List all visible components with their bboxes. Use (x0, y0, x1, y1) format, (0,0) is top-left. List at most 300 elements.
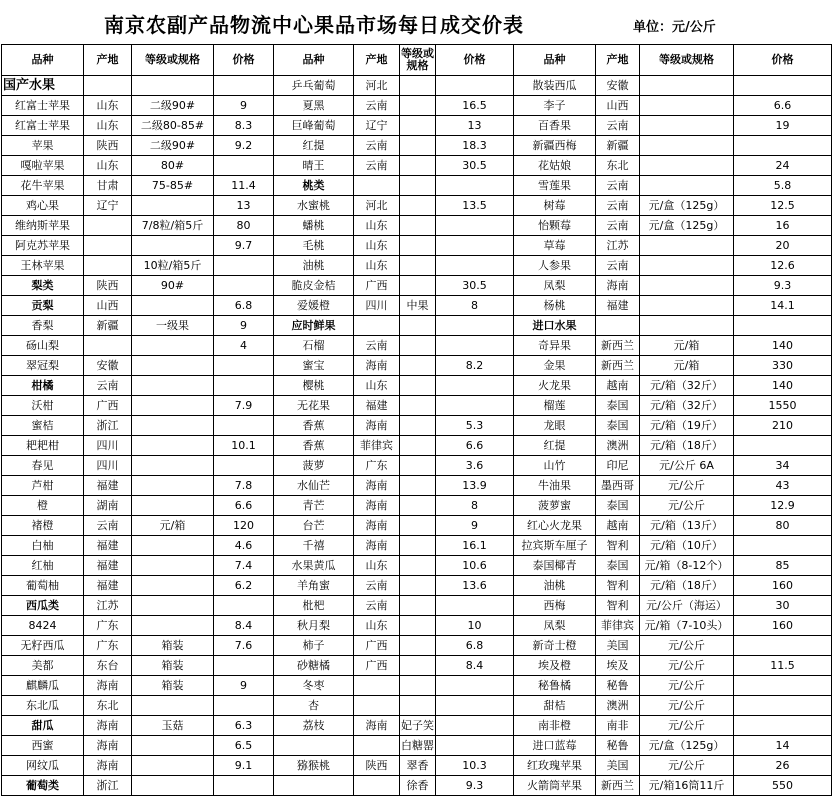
cell-grade: 中果 (400, 296, 436, 316)
cell-price: 6.6 (436, 436, 514, 456)
cell-price (214, 256, 274, 276)
cell-origin (84, 76, 132, 96)
cell-origin: 智利 (596, 536, 640, 556)
cell-variety: 巨峰葡萄 (274, 116, 354, 136)
cell-variety: 葡萄类 (2, 776, 84, 796)
cell-variety: 油桃 (274, 256, 354, 276)
cell-variety: 柑橘 (2, 376, 84, 396)
cell-origin: 陕西 (84, 276, 132, 296)
cell-price (214, 416, 274, 436)
cell-price (436, 736, 514, 756)
cell-grade (640, 276, 734, 296)
cell-origin: 广西 (354, 276, 400, 296)
cell-variety: 贡梨 (2, 296, 84, 316)
cell-price: 12.6 (734, 256, 832, 276)
cell-price: 9.7 (214, 236, 274, 256)
cell-price: 14 (734, 736, 832, 756)
cell-grade: 玉菇 (132, 716, 214, 736)
cell-variety: 脆皮金桔 (274, 276, 354, 296)
cell-variety: 红提 (274, 136, 354, 156)
cell-grade (400, 256, 436, 276)
cell-grade: 二级80-85# (132, 116, 214, 136)
cell-price: 13 (436, 116, 514, 136)
cell-variety: 水仙芒 (274, 476, 354, 496)
cell-price: 7.4 (214, 556, 274, 576)
cell-price: 9.2 (214, 136, 274, 156)
cell-grade (132, 576, 214, 596)
cell-grade (640, 136, 734, 156)
cell-price (734, 136, 832, 156)
cell-origin: 广东 (84, 616, 132, 636)
table-row (2, 376, 832, 396)
cell-price: 8 (436, 496, 514, 516)
cell-origin: 甘肃 (84, 176, 132, 196)
cell-origin: 印尼 (596, 456, 640, 476)
cell-origin: 秘鲁 (596, 676, 640, 696)
cell-grade (400, 436, 436, 456)
cell-price: 6.5 (214, 736, 274, 756)
cell-variety: 香梨 (2, 316, 84, 336)
cell-origin: 泰国 (596, 496, 640, 516)
column-header-price: 价格 (734, 45, 832, 76)
cell-grade: 7/8粒/箱5斤 (132, 216, 214, 236)
cell-origin: 智利 (596, 576, 640, 596)
cell-variety: 砂糖橘 (274, 656, 354, 676)
column-header-variety: 品种 (514, 45, 596, 76)
cell-variety: 怡颗莓 (514, 216, 596, 236)
cell-origin: 山东 (354, 616, 400, 636)
cell-origin: 泰国 (596, 416, 640, 436)
cell-price (214, 776, 274, 796)
cell-price: 19 (734, 116, 832, 136)
cell-variety: 阿克苏苹果 (2, 236, 84, 256)
cell-variety: 蟠桃 (274, 216, 354, 236)
cell-price: 160 (734, 616, 832, 636)
cell-price: 13.5 (436, 196, 514, 216)
cell-variety: 西蜜 (2, 736, 84, 756)
cell-origin (354, 176, 400, 196)
table-row (2, 556, 832, 576)
cell-variety: 火箭筒苹果 (514, 776, 596, 796)
cell-price: 30.5 (436, 276, 514, 296)
cell-price: 26 (734, 756, 832, 776)
cell-origin: 浙江 (84, 776, 132, 796)
cell-origin: 智利 (596, 596, 640, 616)
cell-variety: 甜桔 (514, 696, 596, 716)
cell-grade: 元/箱（32斤） (640, 376, 734, 396)
cell-price: 7.6 (214, 636, 274, 656)
cell-price: 160 (734, 576, 832, 596)
cell-origin: 云南 (596, 256, 640, 276)
cell-grade (400, 456, 436, 476)
cell-variety: 金果 (514, 356, 596, 376)
cell-variety: 火龙果 (514, 376, 596, 396)
cell-variety: 梨类 (2, 276, 84, 296)
cell-origin: 江苏 (84, 596, 132, 616)
cell-grade: 75-85# (132, 176, 214, 196)
cell-variety: 猕猴桃 (274, 756, 354, 776)
cell-grade (400, 416, 436, 436)
cell-origin: 山东 (354, 376, 400, 396)
table-row (2, 396, 832, 416)
cell-variety: 红玫瑰苹果 (514, 756, 596, 776)
cell-origin: 海南 (354, 476, 400, 496)
cell-grade: 元/箱（13斤） (640, 516, 734, 536)
cell-variety: 苹果 (2, 136, 84, 156)
table-row (2, 96, 832, 116)
cell-variety: 爱媛橙 (274, 296, 354, 316)
cell-price: 11.4 (214, 176, 274, 196)
cell-variety: 散装西瓜 (514, 76, 596, 96)
cell-grade (400, 136, 436, 156)
cell-origin: 东台 (84, 656, 132, 676)
cell-price: 140 (734, 336, 832, 356)
cell-origin: 埃及 (596, 656, 640, 676)
cell-origin: 新疆 (84, 316, 132, 336)
cell-price (214, 456, 274, 476)
cell-price: 9.3 (734, 276, 832, 296)
cell-grade: 元/箱16筒11斤 (640, 776, 734, 796)
cell-origin (354, 776, 400, 796)
cell-grade: 元/公斤 (640, 636, 734, 656)
cell-origin: 山东 (84, 156, 132, 176)
cell-origin: 四川 (84, 456, 132, 476)
cell-grade: 二级90# (132, 96, 214, 116)
price-table (1, 44, 832, 796)
cell-grade: 翠香 (400, 756, 436, 776)
table-row (2, 736, 832, 756)
cell-grade (640, 256, 734, 276)
table-row (2, 536, 832, 556)
cell-grade: 箱装 (132, 656, 214, 676)
cell-grade (132, 736, 214, 756)
table-header-row (2, 45, 832, 76)
cell-origin: 海南 (84, 676, 132, 696)
cell-variety: 网纹瓜 (2, 756, 84, 776)
cell-grade: 90# (132, 276, 214, 296)
cell-variety: 台芒 (274, 516, 354, 536)
cell-origin: 云南 (354, 576, 400, 596)
cell-price: 6.6 (214, 496, 274, 516)
cell-origin: 福建 (84, 576, 132, 596)
cell-variety: 埃及橙 (514, 656, 596, 676)
cell-grade: 80# (132, 156, 214, 176)
cell-grade (400, 376, 436, 396)
cell-grade: 箱装 (132, 636, 214, 656)
table-row (2, 436, 832, 456)
cell-origin: 山东 (354, 236, 400, 256)
cell-origin (596, 316, 640, 336)
cell-grade: 10粒/箱5斤 (132, 256, 214, 276)
table-row (2, 596, 832, 616)
cell-variety: 白柚 (2, 536, 84, 556)
cell-origin: 海南 (84, 756, 132, 776)
cell-origin: 广西 (354, 636, 400, 656)
cell-variety: 芦柑 (2, 476, 84, 496)
column-header-origin: 产地 (596, 45, 640, 76)
cell-price: 34 (734, 456, 832, 476)
cell-price: 9 (436, 516, 514, 536)
column-header-grade: 等级或规格 (640, 45, 734, 76)
cell-price: 6.8 (436, 636, 514, 656)
cell-price (734, 436, 832, 456)
cell-variety: 龙眼 (514, 416, 596, 436)
cell-grade: 元/公斤 (640, 756, 734, 776)
cell-origin: 云南 (596, 216, 640, 236)
cell-origin: 东北 (596, 156, 640, 176)
cell-price: 330 (734, 356, 832, 376)
table-row (2, 296, 832, 316)
cell-origin: 越南 (596, 376, 640, 396)
cell-variety: 红富士苹果 (2, 96, 84, 116)
cell-origin: 广东 (354, 456, 400, 476)
cell-price: 1550 (734, 396, 832, 416)
cell-grade (400, 116, 436, 136)
cell-variety: 褚橙 (2, 516, 84, 536)
column-header-variety: 品种 (274, 45, 354, 76)
cell-grade: 元/箱 (132, 516, 214, 536)
cell-grade: 元/公斤 (640, 676, 734, 696)
cell-origin: 云南 (596, 196, 640, 216)
cell-variety: 油桃 (514, 576, 596, 596)
cell-price: 6.8 (214, 296, 274, 316)
cell-grade (400, 656, 436, 676)
cell-price: 6.3 (214, 716, 274, 736)
cell-price: 8.2 (436, 356, 514, 376)
table-row (2, 116, 832, 136)
cell-price (734, 536, 832, 556)
cell-variety: 秘鲁橘 (514, 676, 596, 696)
cell-variety: 千禧 (274, 536, 354, 556)
cell-variety: 羊角蜜 (274, 576, 354, 596)
cell-grade: 元/盒（125g） (640, 216, 734, 236)
cell-variety: 甜瓜 (2, 716, 84, 736)
cell-variety: 新疆西梅 (514, 136, 596, 156)
cell-origin: 河北 (354, 196, 400, 216)
table-row (2, 756, 832, 776)
table-row (2, 176, 832, 196)
cell-price: 7.9 (214, 396, 274, 416)
cell-grade (640, 116, 734, 136)
cell-variety: 晴王 (274, 156, 354, 176)
cell-origin: 美国 (596, 756, 640, 776)
cell-grade (640, 316, 734, 336)
cell-grade (400, 676, 436, 696)
cell-price: 10 (436, 616, 514, 636)
cell-origin: 陕西 (354, 756, 400, 776)
cell-variety: 红心火龙果 (514, 516, 596, 536)
table-row (2, 76, 832, 96)
cell-price: 20 (734, 236, 832, 256)
cell-origin: 云南 (596, 116, 640, 136)
cell-grade: 白糖罂 (400, 736, 436, 756)
cell-grade (400, 576, 436, 596)
cell-origin: 南非 (596, 716, 640, 736)
cell-price (436, 216, 514, 236)
cell-price: 5.3 (436, 416, 514, 436)
cell-origin: 海南 (354, 536, 400, 556)
cell-grade (132, 456, 214, 476)
cell-grade: 一级果 (132, 316, 214, 336)
cell-variety: 南非橙 (514, 716, 596, 736)
table-row (2, 196, 832, 216)
cell-price: 13 (214, 196, 274, 216)
cell-origin: 福建 (84, 536, 132, 556)
cell-origin: 云南 (354, 596, 400, 616)
cell-variety: 进口蓝莓 (514, 736, 596, 756)
cell-grade: 元/箱（19斤） (640, 416, 734, 436)
cell-grade (132, 236, 214, 256)
cell-variety: 牛油果 (514, 476, 596, 496)
cell-price (436, 396, 514, 416)
table-row (2, 576, 832, 596)
cell-grade (400, 556, 436, 576)
cell-variety: 泰国椰青 (514, 556, 596, 576)
cell-origin: 山西 (596, 96, 640, 116)
cell-price: 7.8 (214, 476, 274, 496)
cell-variety: 毛桃 (274, 236, 354, 256)
cell-price: 11.5 (734, 656, 832, 676)
table-row (2, 256, 832, 276)
cell-grade (400, 216, 436, 236)
column-header-price: 价格 (214, 45, 274, 76)
cell-price: 210 (734, 416, 832, 436)
cell-grade (132, 536, 214, 556)
cell-price: 9 (214, 96, 274, 116)
cell-variety: 蜜宝 (274, 356, 354, 376)
table-row (2, 156, 832, 176)
table-row (2, 776, 832, 796)
cell-origin: 秘鲁 (596, 736, 640, 756)
cell-grade (400, 276, 436, 296)
cell-grade (640, 96, 734, 116)
cell-variety: 香蕉 (274, 416, 354, 436)
cell-grade (400, 396, 436, 416)
cell-grade: 妃子笑 (400, 716, 436, 736)
cell-origin: 安徽 (596, 76, 640, 96)
cell-variety: 春见 (2, 456, 84, 476)
cell-price (436, 316, 514, 336)
cell-origin: 四川 (84, 436, 132, 456)
cell-origin: 泰国 (596, 556, 640, 576)
cell-price: 30 (734, 596, 832, 616)
cell-origin: 辽宁 (84, 196, 132, 216)
cell-origin: 海南 (354, 516, 400, 536)
cell-grade (400, 76, 436, 96)
cell-price: 4 (214, 336, 274, 356)
cell-grade (132, 296, 214, 316)
cell-origin: 海南 (354, 356, 400, 376)
column-header-origin: 产地 (84, 45, 132, 76)
cell-variety: 水果黄瓜 (274, 556, 354, 576)
cell-variety (274, 736, 354, 756)
table-row (2, 636, 832, 656)
cell-variety: 菠萝蜜 (514, 496, 596, 516)
cell-grade (132, 416, 214, 436)
cell-origin: 云南 (354, 96, 400, 116)
cell-variety: 杨桃 (514, 296, 596, 316)
cell-variety: 冬枣 (274, 676, 354, 696)
cell-grade (132, 496, 214, 516)
cell-grade (400, 176, 436, 196)
cell-variety: 凤梨 (514, 616, 596, 636)
unit-label: 单位：元/公斤 (633, 20, 716, 35)
cell-price: 80 (214, 216, 274, 236)
cell-price (436, 176, 514, 196)
cell-price: 120 (214, 516, 274, 536)
cell-grade (132, 696, 214, 716)
cell-price: 9.3 (436, 776, 514, 796)
cell-price: 9 (214, 316, 274, 336)
cell-origin: 新西兰 (596, 336, 640, 356)
cell-variety: 雪莲果 (514, 176, 596, 196)
column-header-variety: 品种 (2, 45, 84, 76)
cell-variety: 沃柑 (2, 396, 84, 416)
cell-grade (400, 356, 436, 376)
table-row (2, 316, 832, 336)
column-header-grade: 等级或规格 (400, 45, 436, 76)
cell-grade (640, 76, 734, 96)
cell-grade (132, 476, 214, 496)
cell-price (214, 596, 274, 616)
cell-grade: 元/公斤 (640, 476, 734, 496)
cell-origin: 云南 (354, 136, 400, 156)
cell-price: 85 (734, 556, 832, 576)
cell-variety: 荔枝 (274, 716, 354, 736)
cell-grade (132, 356, 214, 376)
cell-price: 16.5 (436, 96, 514, 116)
table-row (2, 136, 832, 156)
cell-variety: 葡萄柚 (2, 576, 84, 596)
cell-grade (400, 316, 436, 336)
cell-price: 3.6 (436, 456, 514, 476)
cell-grade (132, 196, 214, 216)
cell-price: 9.1 (214, 756, 274, 776)
cell-grade (400, 636, 436, 656)
cell-variety: 青芒 (274, 496, 354, 516)
cell-price: 80 (734, 516, 832, 536)
cell-origin: 澳洲 (596, 696, 640, 716)
cell-price (436, 336, 514, 356)
cell-price: 12.5 (734, 196, 832, 216)
cell-origin: 东北 (84, 696, 132, 716)
cell-variety: 树莓 (514, 196, 596, 216)
cell-variety: 西梅 (514, 596, 596, 616)
cell-grade: 元/公斤 (640, 696, 734, 716)
cell-variety: 橙 (2, 496, 84, 516)
cell-origin: 山西 (84, 296, 132, 316)
cell-origin: 海南 (354, 496, 400, 516)
cell-grade (400, 596, 436, 616)
cell-variety: 乒乓葡萄 (274, 76, 354, 96)
cell-grade (400, 236, 436, 256)
cell-origin (354, 676, 400, 696)
cell-price (214, 376, 274, 396)
table-row (2, 356, 832, 376)
cell-price (436, 596, 514, 616)
cell-variety: 红柚 (2, 556, 84, 576)
cell-origin: 新西兰 (596, 776, 640, 796)
cell-variety: 无花果 (274, 396, 354, 416)
cell-price (436, 376, 514, 396)
cell-origin: 澳洲 (596, 436, 640, 456)
cell-price (436, 236, 514, 256)
cell-origin: 福建 (84, 476, 132, 496)
table-row (2, 276, 832, 296)
cell-variety: 花牛苹果 (2, 176, 84, 196)
cell-variety: 花姑娘 (514, 156, 596, 176)
cell-origin (354, 316, 400, 336)
